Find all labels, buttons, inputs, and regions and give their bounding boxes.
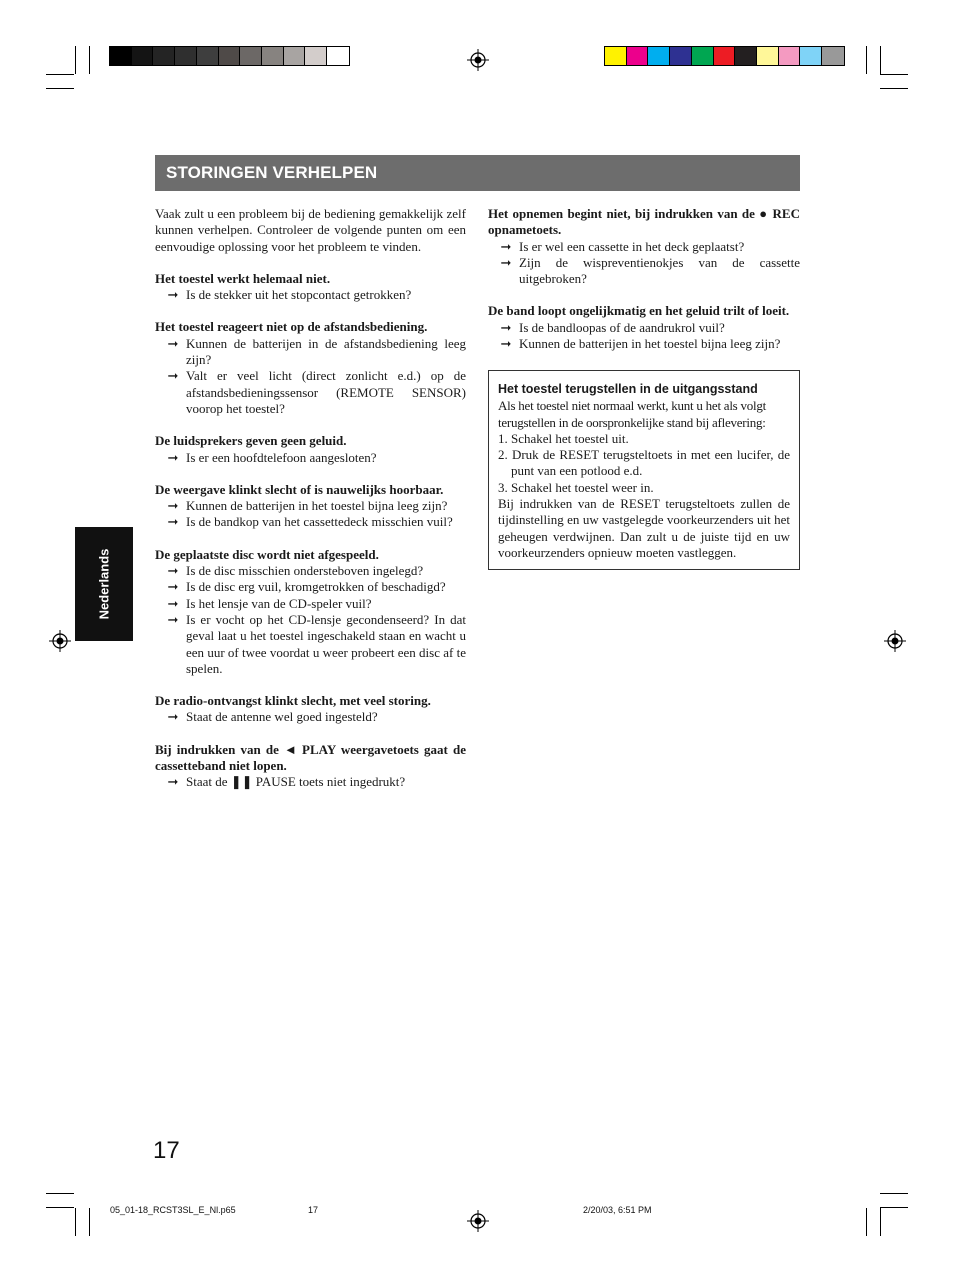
spacer bbox=[155, 466, 466, 482]
solution-item bbox=[488, 320, 800, 336]
color-swatch bbox=[779, 47, 801, 65]
page-number: 17 bbox=[153, 1137, 180, 1164]
spacer bbox=[155, 255, 466, 271]
arrow-right-icon: ➞ bbox=[167, 368, 179, 384]
arrow-right-icon: ➞ bbox=[500, 336, 512, 352]
arrow-right-icon: ➞ bbox=[167, 514, 179, 530]
section-header bbox=[155, 155, 800, 191]
solution-text: Is de disc erg vuil, kromgetrokken of beschadigd? bbox=[186, 579, 446, 595]
problem-heading: De band loopt ongelijkmatig en het geluid trilt of loeit. bbox=[488, 303, 790, 319]
problem-heading: Het toestel werkt helemaal niet. bbox=[155, 270, 331, 286]
page-title: STORINGEN VERHELPEN bbox=[166, 163, 378, 182]
arrow-right-icon: ➞ bbox=[167, 774, 179, 790]
arrow-right-icon: ➞ bbox=[167, 449, 179, 465]
color-swatch bbox=[132, 47, 154, 65]
spacer bbox=[155, 677, 466, 693]
crop-mark bbox=[75, 1208, 76, 1236]
solution-text: Is de bandloopas of de aandrukrol vuil? bbox=[519, 319, 725, 335]
reset-info-box bbox=[488, 370, 800, 570]
solution-text: Valt er veel licht (direct zonlicht e.d.) op de afstandsbedieningssensor (REMOTE SENSOR) voorop het toestel? bbox=[186, 368, 466, 416]
color-swatch bbox=[219, 47, 241, 65]
registration-mark-icon bbox=[884, 630, 906, 652]
arrow-right-icon: ➞ bbox=[167, 611, 179, 627]
reset-step: 2. Druk de RESET terugsteltoets in met een lucifer, de punt van een potlood e.d. bbox=[498, 447, 790, 479]
problem-heading: De weergave klinkt slecht of is nauwelijks hoorbaar. bbox=[155, 481, 444, 497]
reset-box-outro: Bij indrukken van de RESET terugsteltoets zullen de tijdinstelling en uw vastgelegde voorkeurzenders uit het geheugen verdwijnen. Dan zult u de juiste tijd en uw voorkeurzenders opnieuw moeten vastleggen. bbox=[498, 496, 790, 560]
solution-text: Kunnen de batterijen in het toestel bijna leeg zijn? bbox=[186, 498, 448, 514]
color-swatch bbox=[262, 47, 284, 65]
solution-item bbox=[155, 709, 466, 725]
spacer bbox=[155, 531, 466, 547]
solution-text: Kunnen de batterijen in de afstandsbediening leeg zijn? bbox=[186, 335, 466, 368]
solution-item bbox=[155, 514, 466, 530]
color-swatch bbox=[822, 47, 844, 65]
spacer bbox=[155, 417, 466, 433]
color-swatch bbox=[327, 47, 349, 65]
solution-item bbox=[155, 450, 466, 466]
solution-item bbox=[488, 336, 800, 352]
left-column bbox=[155, 206, 466, 791]
arrow-right-icon: ➞ bbox=[167, 498, 179, 514]
solution-text: Staat de antenne wel goed ingesteld? bbox=[186, 709, 378, 725]
solution-text: Is de stekker uit het stopcontact getrokken? bbox=[186, 287, 412, 303]
reset-step: 3. Schakel het toestel weer in. bbox=[498, 479, 654, 495]
solution-text: Is er wel een cassette in het deck geplaatst? bbox=[519, 238, 745, 254]
color-swatch bbox=[648, 47, 670, 65]
solution-item bbox=[155, 596, 466, 612]
crop-mark bbox=[880, 46, 881, 74]
solution-item bbox=[488, 255, 800, 288]
problem-heading: De geplaatste disc wordt niet afgespeeld. bbox=[155, 546, 379, 562]
crop-mark bbox=[75, 46, 76, 74]
footer-filename: 05_01-18_RCST3SL_E_Nl.p65 bbox=[110, 1205, 236, 1215]
language-tab-label: Nederlands bbox=[96, 548, 112, 620]
solution-item bbox=[155, 336, 466, 369]
intro-paragraph: Vaak zult u een probleem bij de bediening gemakkelijk zelf kunnen verhelpen. Controleer de volgende punten om een eenvoudige oplossing voor het probleem te vinden. bbox=[155, 206, 466, 254]
footer-datetime: 2/20/03, 6:51 PM bbox=[583, 1205, 652, 1215]
crop-mark bbox=[46, 1193, 74, 1194]
color-swatch bbox=[175, 47, 197, 65]
problem-heading: De radio-ontvangst klinkt slecht, met veel storing. bbox=[155, 693, 431, 709]
solution-text: Is er vocht op het CD-lensje gecondenseerd? In dat geval laat u het toestel ingeschakeld staan en wacht u een uur of twee voordat u weer probeert een disc af te spelen. bbox=[186, 611, 466, 676]
problem-heading: De luidsprekers geven geen geluid. bbox=[155, 433, 347, 449]
solution-text: Zijn de wispreventienokjes van de cassette uitgebroken? bbox=[519, 254, 800, 287]
solution-item bbox=[155, 498, 466, 514]
footer-page: 17 bbox=[308, 1205, 319, 1215]
color-swatch bbox=[714, 47, 736, 65]
registration-mark-icon bbox=[49, 630, 71, 652]
color-swatch bbox=[110, 47, 132, 65]
color-swatch bbox=[735, 47, 757, 65]
registration-mark-icon bbox=[467, 1210, 489, 1232]
spacer bbox=[488, 287, 800, 303]
arrow-right-icon: ➞ bbox=[167, 563, 179, 579]
crop-mark bbox=[880, 1207, 908, 1208]
arrow-right-icon: ➞ bbox=[167, 335, 179, 351]
arrow-right-icon: ➞ bbox=[167, 595, 179, 611]
spacer bbox=[155, 726, 466, 742]
solution-text: Is de bandkop van het cassettedeck misschien vuil? bbox=[186, 514, 453, 530]
problem-heading: Het opnemen begint niet, bij indrukken van de ● REC opnametoets. bbox=[488, 206, 800, 238]
solution-item bbox=[155, 579, 466, 595]
crop-mark bbox=[880, 1208, 881, 1236]
color-swatch bbox=[240, 47, 262, 65]
color-swatch bbox=[197, 47, 219, 65]
language-tab bbox=[75, 527, 133, 641]
solution-text: Is de disc misschien ondersteboven ingelegd? bbox=[186, 563, 424, 579]
crop-mark bbox=[880, 74, 908, 75]
solution-item bbox=[155, 563, 466, 579]
color-swatch bbox=[153, 47, 175, 65]
color-swatch bbox=[757, 47, 779, 65]
registration-mark-icon bbox=[467, 49, 489, 71]
process-color-bar bbox=[604, 46, 845, 66]
color-swatch bbox=[800, 47, 822, 65]
color-swatch bbox=[305, 47, 327, 65]
crop-mark bbox=[866, 46, 867, 74]
problem-heading: Het toestel reageert niet op de afstandsbediening. bbox=[155, 319, 428, 335]
arrow-right-icon: ➞ bbox=[500, 319, 512, 335]
crop-mark bbox=[866, 1208, 867, 1236]
arrow-right-icon: ➞ bbox=[167, 287, 179, 303]
solution-text: Is er een hoofdtelefoon aangesloten? bbox=[186, 449, 377, 465]
solution-item bbox=[155, 368, 466, 417]
solution-item bbox=[155, 612, 466, 677]
arrow-right-icon: ➞ bbox=[167, 579, 179, 595]
crop-mark bbox=[46, 1207, 74, 1208]
crop-mark bbox=[46, 74, 74, 75]
crop-mark bbox=[89, 1208, 90, 1236]
solution-item bbox=[155, 774, 466, 790]
problem-heading: Bij indrukken van de ◄ PLAY weergavetoets gaat de cassetteband niet lopen. bbox=[155, 741, 466, 774]
arrow-right-icon: ➞ bbox=[500, 254, 512, 270]
color-swatch bbox=[670, 47, 692, 65]
solution-item bbox=[155, 287, 466, 303]
color-swatch bbox=[284, 47, 306, 65]
reset-box-title: Het toestel terugstellen in de uitgangsstand bbox=[498, 382, 758, 396]
crop-mark bbox=[880, 88, 908, 89]
spacer bbox=[155, 303, 466, 319]
solution-text: Staat de ❚❚ PAUSE toets niet ingedrukt? bbox=[186, 774, 406, 790]
color-swatch bbox=[605, 47, 627, 65]
color-swatch bbox=[692, 47, 714, 65]
arrow-right-icon: ➞ bbox=[500, 238, 512, 254]
reset-box-intro: Als het toestel niet normaal werkt, kunt u het als volgt terugstellen in de oorspronkelijke stand bij aflevering: bbox=[498, 398, 766, 430]
grayscale-color-bar bbox=[109, 46, 350, 66]
crop-mark bbox=[89, 46, 90, 74]
right-column bbox=[488, 206, 800, 352]
solution-text: Is het lensje van de CD-speler vuil? bbox=[186, 595, 372, 611]
reset-step: 1. Schakel het toestel uit. bbox=[498, 430, 629, 446]
color-swatch bbox=[627, 47, 649, 65]
arrow-right-icon: ➞ bbox=[167, 709, 179, 725]
crop-mark bbox=[880, 1193, 908, 1194]
solution-text: Kunnen de batterijen in het toestel bijna leeg zijn? bbox=[519, 336, 781, 352]
solution-item bbox=[488, 239, 800, 255]
crop-mark bbox=[46, 88, 74, 89]
